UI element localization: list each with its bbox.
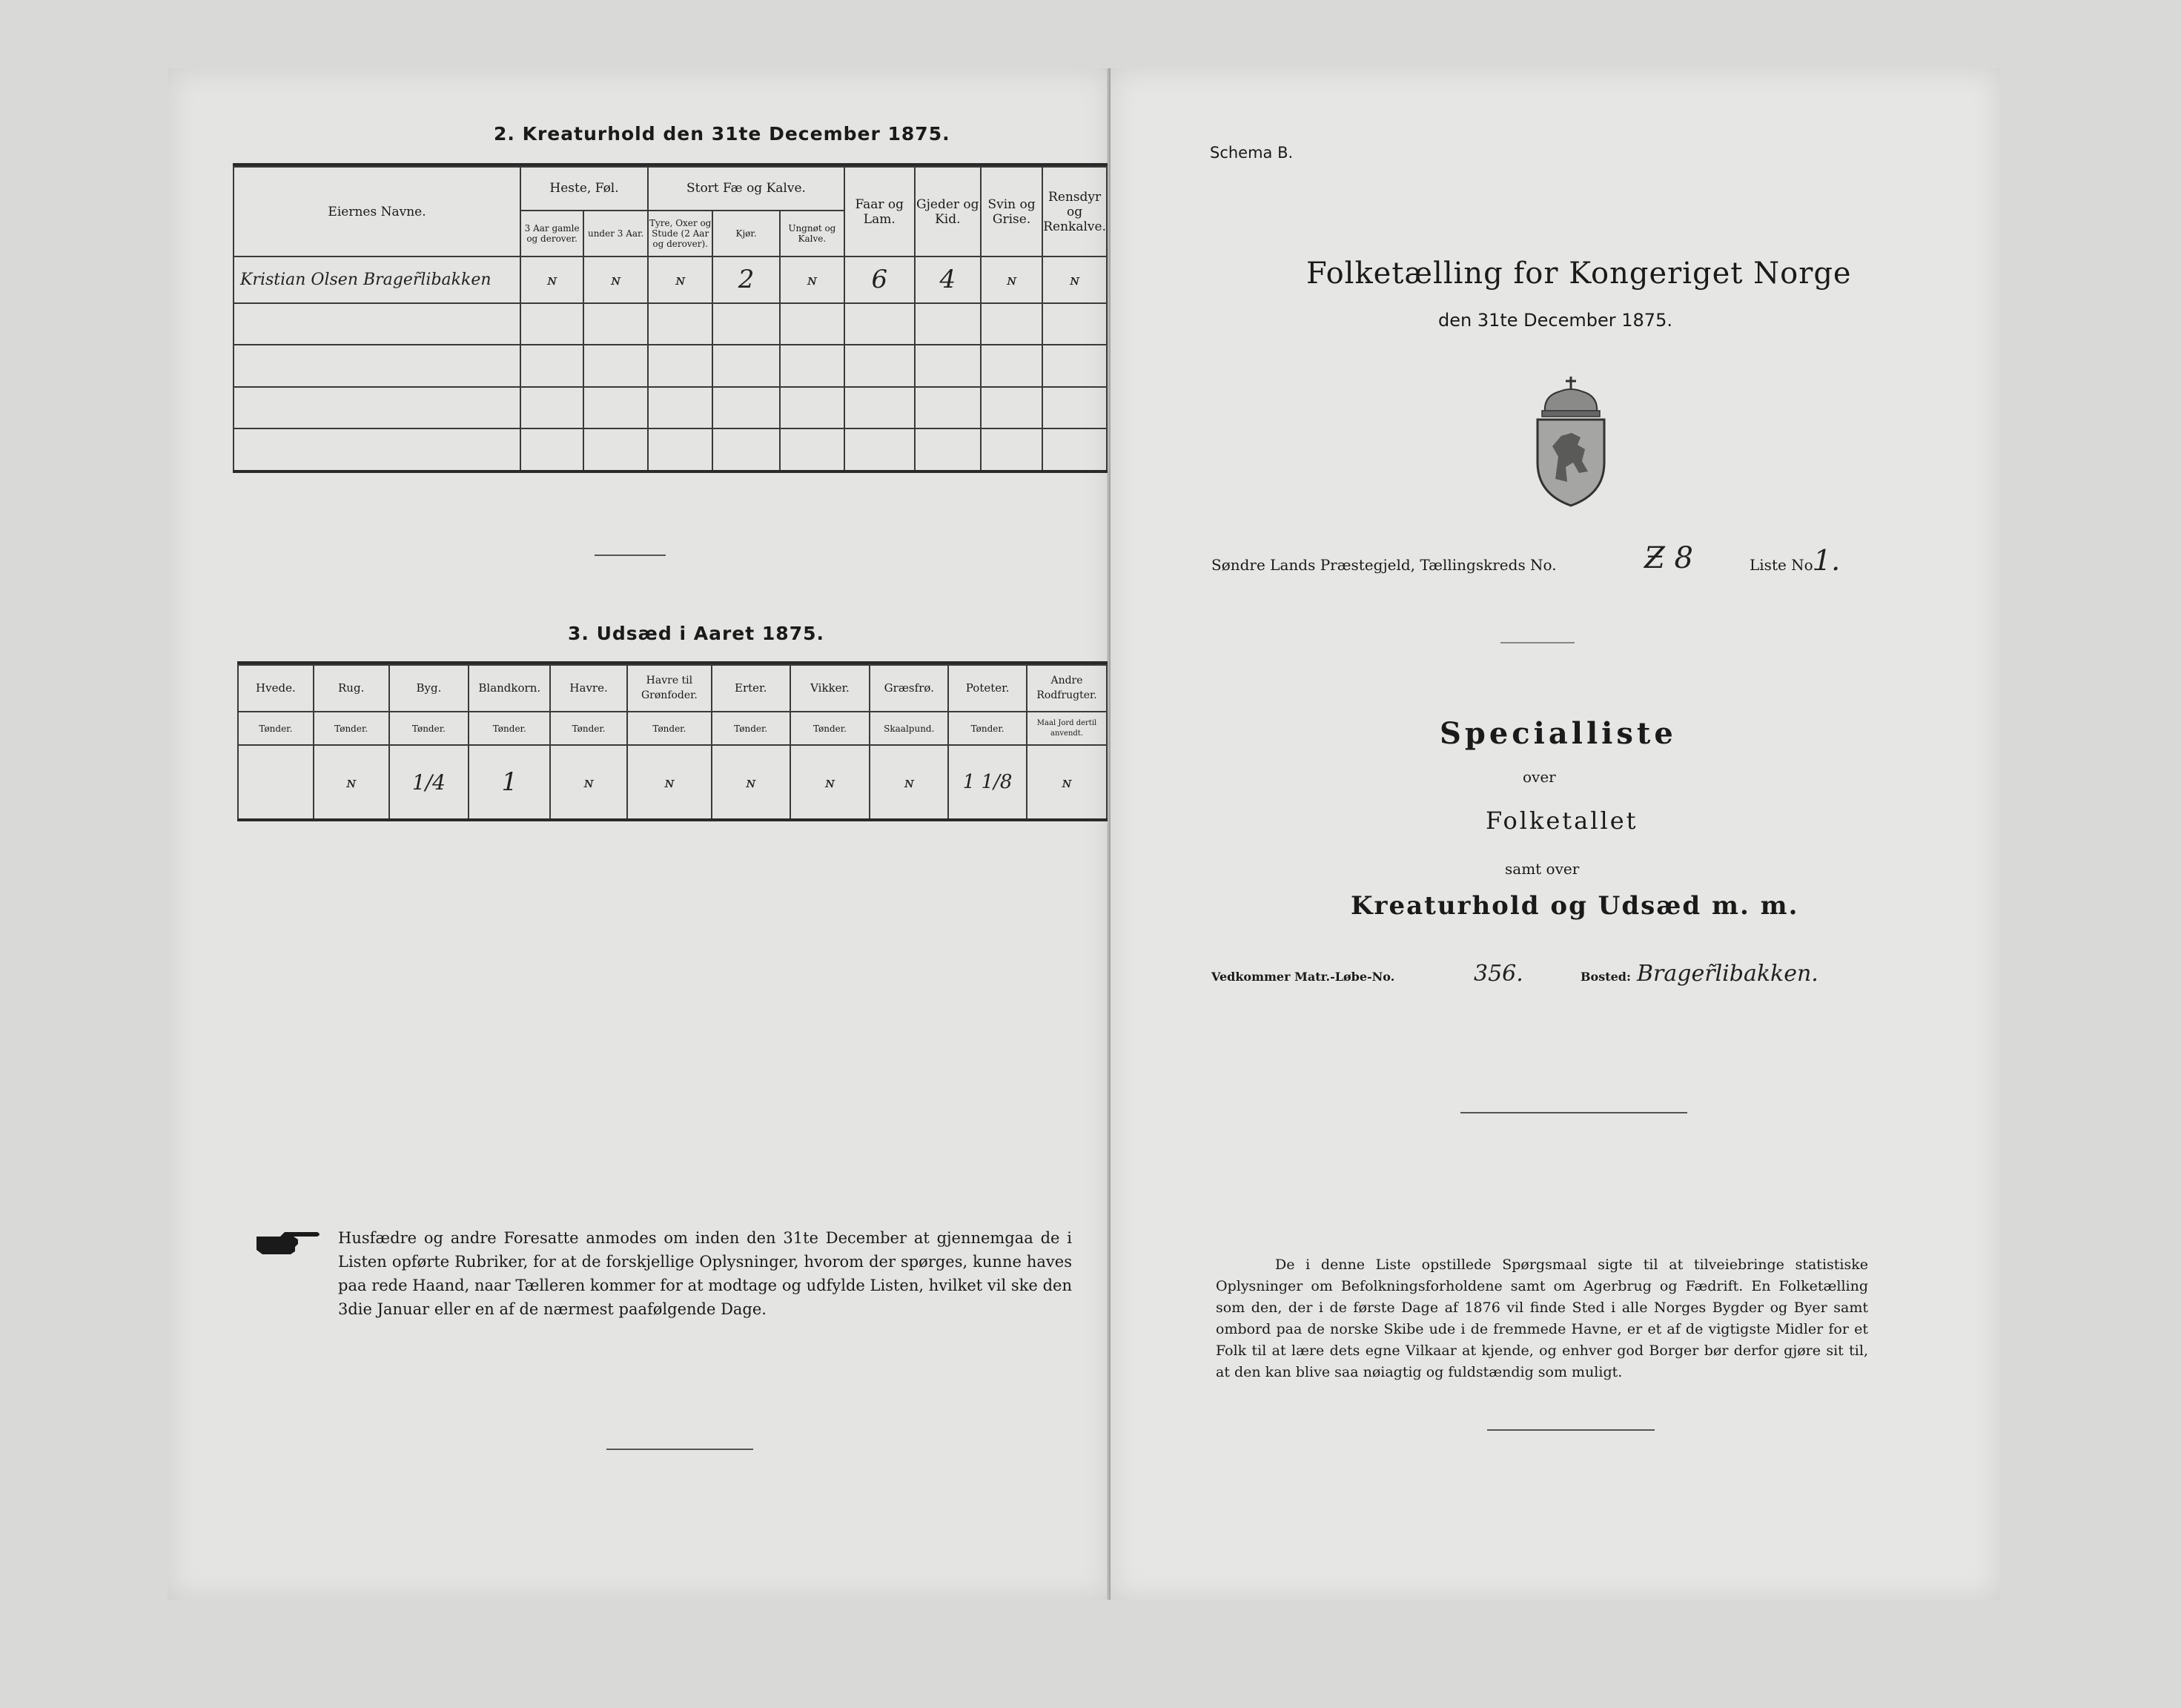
col-vikker-header: Vikker. bbox=[790, 665, 870, 712]
pointing-hand-icon bbox=[255, 1228, 322, 1257]
stort-c-cell: ɴ bbox=[780, 256, 844, 303]
gjeder-cell: 4 bbox=[915, 256, 981, 303]
col-svin-header: Svin og Grise. bbox=[981, 167, 1042, 256]
svin-cell: ɴ bbox=[981, 256, 1042, 303]
section2-heading: 2. Kreaturhold den 31te December 1875. bbox=[494, 123, 950, 145]
unit-havre: Tønder. bbox=[550, 712, 627, 746]
heste-b-cell: ɴ bbox=[583, 256, 648, 303]
group-stort-header: Stort Fæ og Kalve. bbox=[648, 167, 844, 211]
unit-byg: Tønder. bbox=[389, 712, 469, 746]
unit-vikker: Tønder. bbox=[790, 712, 870, 746]
table-row bbox=[234, 303, 1107, 345]
rodfrugter-cell: ɴ bbox=[1027, 745, 1107, 819]
unit-erter: Tønder. bbox=[712, 712, 790, 746]
liste-label: Liste No. bbox=[1750, 556, 1818, 574]
rensdyr-cell: ɴ bbox=[1042, 256, 1107, 303]
rug-cell: ɴ bbox=[314, 745, 389, 819]
havre-gronfoder-cell: ɴ bbox=[627, 745, 712, 819]
notice-rule bbox=[606, 1449, 753, 1450]
liste-number: 1. bbox=[1813, 544, 1841, 577]
unit-hvede: Tønder. bbox=[238, 712, 314, 746]
col-blandkorn-header: Blandkorn. bbox=[469, 665, 550, 712]
section3-heading: 3. Udsæd i Aaret 1875. bbox=[568, 623, 824, 644]
over-label: over bbox=[1523, 768, 1556, 786]
udsaed-table bbox=[237, 664, 1108, 820]
col-erter-header: Erter. bbox=[712, 665, 790, 712]
notice-paragraph: Husfædre og andre Foresatte anmodes om inden den 31te December at gjennemgaa de i Listen opførte Rubriker, for at de forskjellige Oplysninger, hvorom der spørges, kunne haves paa rede Haand, naar Tælleren kommer for at modtage og udfylde Listen, hvilket vil ske den 3die Januar eller en af de nærmest paafølgende Dage. bbox=[338, 1229, 1072, 1318]
title-separator bbox=[1500, 642, 1575, 643]
schema-label: Schema B. bbox=[1210, 144, 1294, 162]
vikker-cell: ɴ bbox=[790, 745, 870, 819]
col-heste-a-header: 3 Aar gamle og derover. bbox=[520, 211, 583, 257]
table-row bbox=[234, 428, 1107, 471]
unit-blandkorn: Tønder. bbox=[469, 712, 550, 746]
graesfro-cell: ɴ bbox=[870, 745, 948, 819]
col-havre-header: Havre. bbox=[550, 665, 627, 712]
stort-a-cell: ɴ bbox=[648, 256, 712, 303]
bosted-label: Bosted: bbox=[1581, 970, 1631, 984]
havre-cell: ɴ bbox=[550, 745, 627, 819]
table-row bbox=[238, 745, 1107, 819]
unit-graesfro: Skaalpund. bbox=[870, 712, 948, 746]
stort-b-cell: 2 bbox=[712, 256, 780, 303]
byg-cell: 1/4 bbox=[389, 745, 469, 819]
heste-a-cell: ɴ bbox=[520, 256, 583, 303]
col-rensdyr-header: Rensdyr og Renkalve. bbox=[1042, 167, 1107, 256]
folketallet-label: Folketallet bbox=[1486, 807, 1638, 835]
col-rug-header: Rug. bbox=[314, 665, 389, 712]
col-owner-header: Eiernes Navne. bbox=[234, 167, 520, 256]
owner-name-cell: Kristian Olsen Brager̃libakken bbox=[234, 256, 520, 303]
table-row bbox=[234, 345, 1107, 387]
col-graesfro-header: Græsfrø. bbox=[870, 665, 948, 712]
unit-rodfrugter: Maal Jord dertil anvendt. bbox=[1027, 712, 1107, 746]
col-poteter-header: Poteter. bbox=[948, 665, 1027, 712]
col-stort-b-header: Kjør. bbox=[712, 211, 780, 257]
col-havre-gronfoder-header: Havre til Grønfoder. bbox=[627, 665, 712, 712]
col-hvede-header: Hvede. bbox=[238, 665, 314, 712]
kreaturhold-table bbox=[233, 166, 1108, 471]
col-stort-a-header: Tyre, Oxer og Stude (2 Aar og derover). bbox=[648, 211, 712, 257]
col-gjeder-header: Gjeder og Kid. bbox=[915, 167, 981, 256]
col-heste-b-header: under 3 Aar. bbox=[583, 211, 648, 257]
group-heste-header: Heste, Føl. bbox=[520, 167, 648, 211]
document-subtitle: den 31te December 1875. bbox=[1438, 310, 1672, 331]
table-bottom-rule bbox=[233, 470, 1108, 473]
poteter-cell: 1 1/8 bbox=[948, 745, 1027, 819]
separator-rule bbox=[595, 555, 666, 556]
hvede-cell bbox=[238, 745, 314, 819]
matr-label: Vedkommer Matr.-Løbe-No. bbox=[1211, 970, 1395, 984]
udsaed-bottom-rule bbox=[237, 818, 1108, 821]
mid-rule bbox=[1460, 1112, 1687, 1113]
unit-havre-gronfoder: Tønder. bbox=[627, 712, 712, 746]
specialliste-title: Specialliste bbox=[1440, 716, 1677, 751]
coat-of-arms-emblem bbox=[1530, 375, 1612, 509]
faar-cell: 6 bbox=[844, 256, 915, 303]
unit-rug: Tønder. bbox=[314, 712, 389, 746]
erter-cell: ɴ bbox=[712, 745, 790, 819]
district-prefix: Søndre Lands Præstegjeld, Tællingskreds No. bbox=[1211, 556, 1557, 574]
unit-poteter: Tønder. bbox=[948, 712, 1027, 746]
kreaturhold-title: Kreaturhold og Udsæd m. m. bbox=[1351, 891, 1799, 921]
bosted-value: Brager̃libakken. bbox=[1637, 961, 1818, 987]
document-title: Folketælling for Kongeriget Norge bbox=[1306, 256, 1852, 291]
table-row bbox=[234, 256, 1107, 303]
table-row bbox=[234, 387, 1107, 429]
col-stort-c-header: Ungnøt og Kalve. bbox=[780, 211, 844, 257]
samt-over-label: samt over bbox=[1505, 860, 1580, 878]
matr-number: 356. bbox=[1474, 961, 1523, 987]
col-rodfrugter-header: Andre Rodfrugter. bbox=[1027, 665, 1107, 712]
purpose-paragraph: De i denne Liste opstillede Spørgsmaal sigte til at tilveiebringe statistiske Oplysninger om Befolkningsforholdene samt om Agerbrug og Fædrift. En Folketælling som den, der i de første Dage af 1876 vil finde Sted i alle Norges Bygder og Byer samt ombord paa de norske Skibe ude i de fremmede Havne, er et af de vigtigste Midler for et Folk til at lære dets egne Vilkaar at kjende, og enhver god Borger bør derfor gjøre sit til, at den kan blive saa nøiagtig og fuldstændig som muligt. bbox=[1216, 1257, 1868, 1380]
col-byg-header: Byg. bbox=[389, 665, 469, 712]
kreds-number: Ƶ 8 bbox=[1644, 541, 1693, 575]
col-faar-header: Faar og Lam. bbox=[844, 167, 915, 256]
blandkorn-cell: 1 bbox=[469, 745, 550, 819]
bottom-rule bbox=[1487, 1429, 1655, 1431]
